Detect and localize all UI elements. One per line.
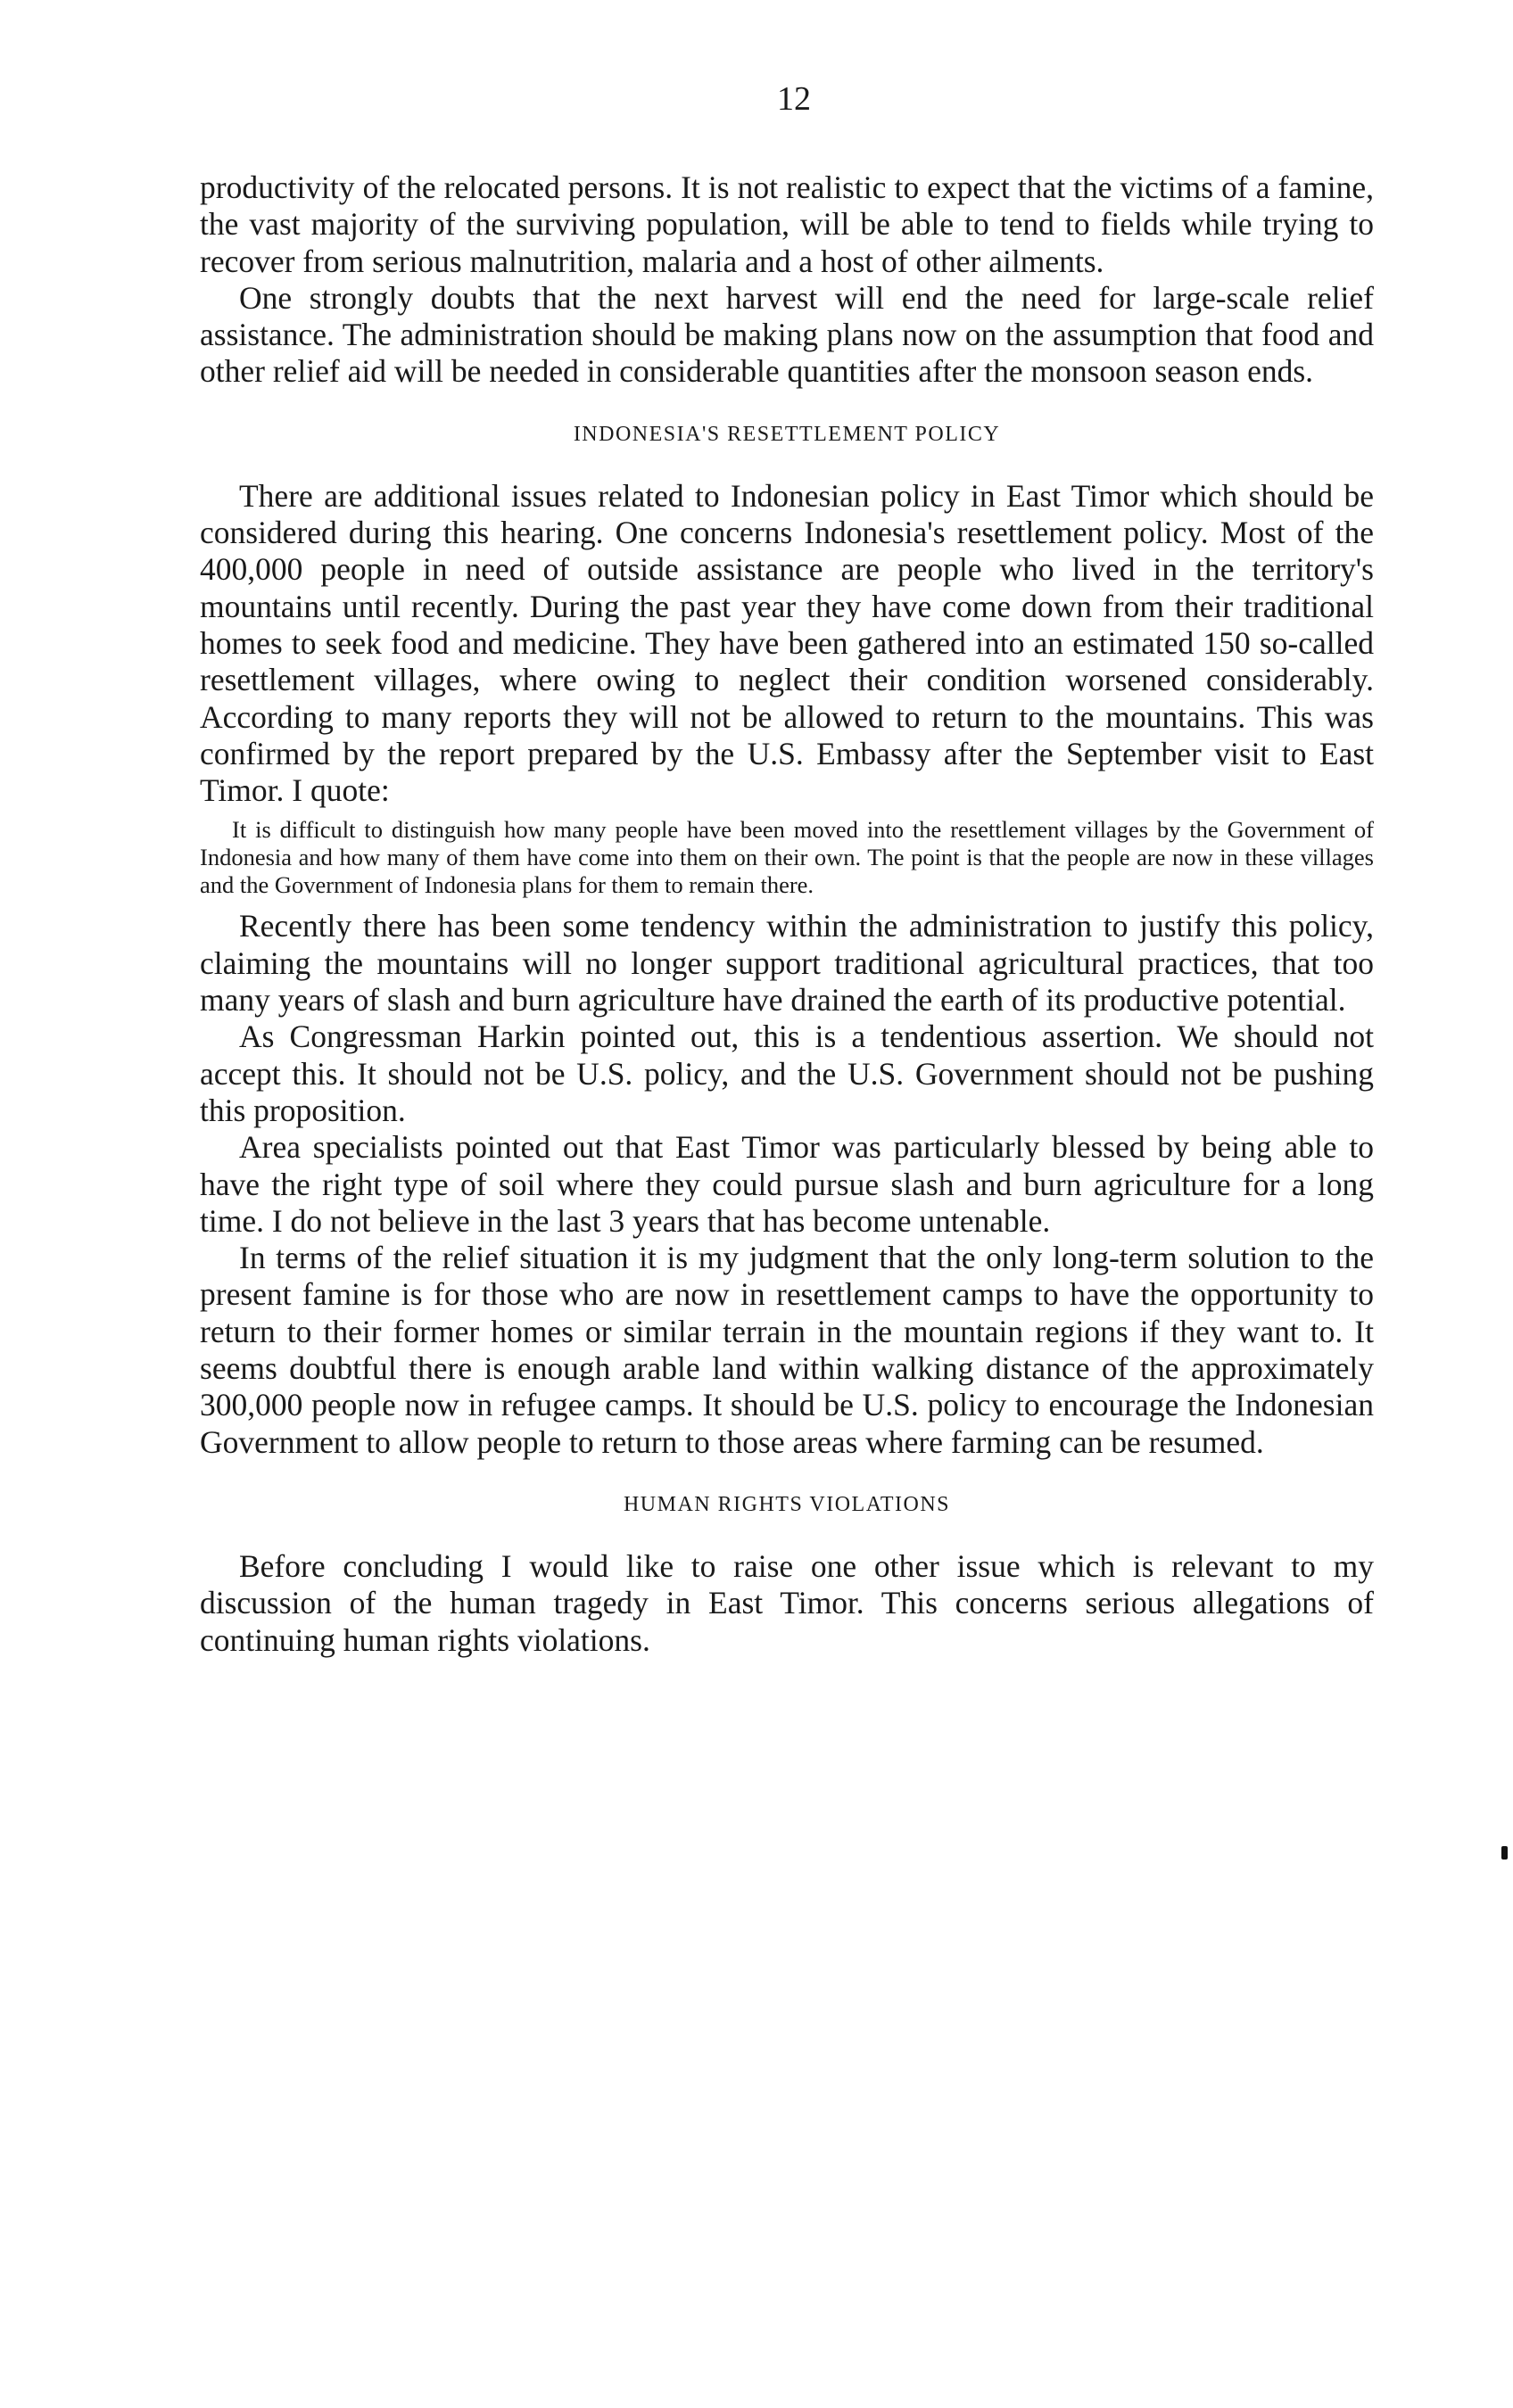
body-text [200, 169, 1374, 1659]
page-number: 12 [777, 80, 811, 118]
paragraph: In terms of the relief situation it is my judgment that the only long-term solution to the present famine is for those who are now in resettlement camps to have the opportunity to return to their former homes or similar terrain in the mountain regions if they want to. It seems doubtful there is enough arable land within walking distance of the approximately 300,000 people now in refugee camps. It should be U.S. policy to encourage the Indonesian Government to allow people to return to those areas where farming can be resumed. [200, 1240, 1374, 1460]
section-heading-human-rights: HUMAN RIGHTS VIOLATIONS [623, 1492, 951, 1516]
paragraph: Recently there has been some tendency within the administration to justify this policy, claiming the mountains will no longer support traditional agricultural practices, that too many years of slash and burn agriculture have drained the earth of its productive potential. [200, 908, 1374, 1018]
paragraph: One strongly doubts that the next harvest will end the need for large-scale relief assistance. The administration should be making plans now on the assumption that food and other relief aid will be needed in considerable quantities after the monsoon season ends. [200, 279, 1374, 390]
section-heading-resettlement: INDONESIA'S RESETTLEMENT POLICY [573, 422, 1001, 446]
paragraph: Before concluding I would like to raise one other issue which is relevant to my discussion of the human tragedy in East Timor. This concerns serious allegations of continuing human rights violations. [200, 1547, 1374, 1658]
paragraph: Area specialists pointed out that East Timor was particularly blessed by being able to have the right type of soil where they could pursue slash and burn agriculture for a long time. I do not believe in the last 3 years that has become untenable. [200, 1129, 1374, 1239]
margin-mark-icon [1501, 1846, 1508, 1860]
paragraph: productivity of the relocated persons. It is not realistic to expect that the victims of a famine, the vast majority of the surviving population, will be able to tend to fields while trying to recover from serious malnutrition, malaria and a host of other ailments. [200, 169, 1374, 279]
paragraph: As Congressman Harkin pointed out, this is a tendentious assertion. We should not accept this. It should not be U.S. policy, and the U.S. Government should not be pushing this proposition. [200, 1018, 1374, 1128]
block-quote: It is difficult to distinguish how many people have been moved into the resettlement villages by the Government of Indonesia and how many of them have come into them on their own. The point is that the people are now in these villages and the Government of Indonesia plans for them to remain there. [200, 816, 1374, 899]
paragraph: There are additional issues related to Indonesian policy in East Timor which should be considered during this hearing. One concerns Indonesia's resettlement policy. Most of the 400,000 people in need of outside assistance are people who lived in the territory's mountains until recently. During the past year they have come down from their traditional homes to seek food and medicine. They have been gathered into an estimated 150 so-called resettlement villages, where owing to neglect their condition worsened considerably. According to many reports they will not be allowed to return to the mountains. This was confirmed by the report prepared by the U.S. Embassy after the September visit to East Timor. I quote: [200, 477, 1374, 809]
